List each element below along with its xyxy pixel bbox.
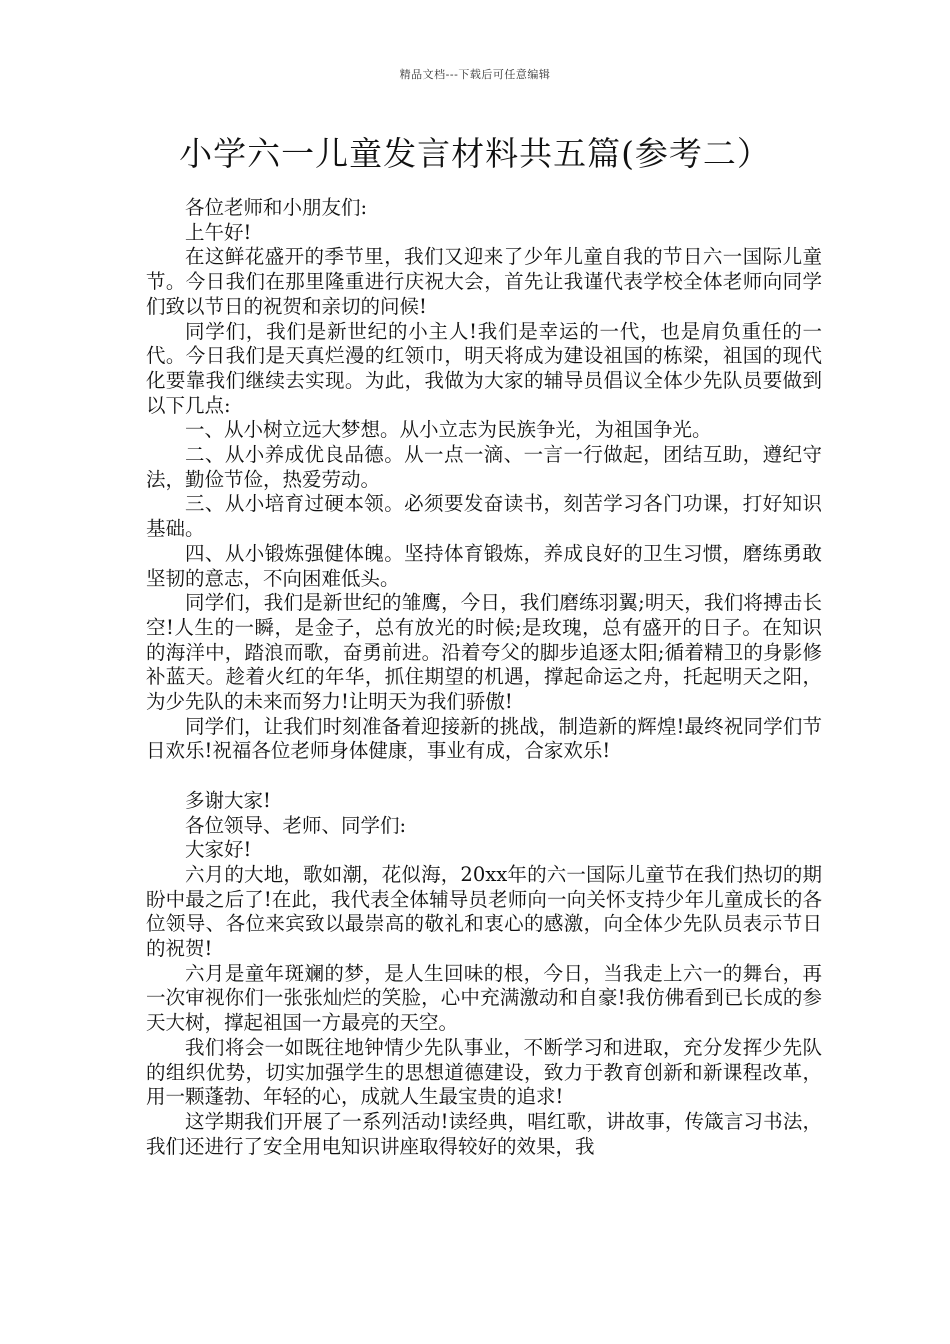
paragraph: 同学们，我们是新世纪的雏鹰，今日，我们磨练羽翼;明天，我们将搏击长空!人生的一瞬，是金子，总有放光的时候;是玫瑰，总有盛开的日子。在知识的海洋中，踏浪而歌，奋勇前进。沿着夸父的脚步追逐太阳;循着精卫的身影修补蓝天。趁着火红的年华，抓住期望的机遇，撑起命运之舟，托起明天之阳，为少先队的未来而努力!让明天为我们骄傲! [146, 591, 822, 714]
paragraph: 四、从小锻炼强健体魄。坚持体育锻炼，养成良好的卫生习惯，磨练勇敢坚韧的意志，不向困难低头。 [146, 541, 822, 590]
paragraph: 六月的大地，歌如潮，花似海，20xx年的六一国际儿童节在我们热切的期盼中最之后了!在此，我代表全体辅导员老师向一向关怀支持少年儿童成长的各位领导、各位来宾致以最崇高的敬礼和衷心的感激，向全体少先队员表示节日的祝贺! [146, 862, 822, 961]
paragraph: 大家好! [185, 838, 252, 862]
paragraph: 在这鲜花盛开的季节里，我们又迎来了少年儿童自我的节日六一国际儿童节。今日我们在那里隆重进行庆祝大会，首先让我谨代表学校全体老师向同学们致以节日的祝贺和亲切的问候! [146, 245, 822, 318]
paragraph: 二、从小养成优良品德。从一点一滴、一言一行做起，团结互助，遵纪守法，勤俭节俭，热爱劳动。 [146, 443, 822, 491]
paragraph: 同学们，我们是新世纪的小主人!我们是幸运的一代，也是肩负重任的一代。今日我们是天真烂漫的红领巾，明天将成为建设祖国的栋梁，祖国的现代化要靠我们继续去实现。为此，我做为大家的辅导员倡议全体少先队员要做到以下几点: [146, 319, 822, 417]
document-body [146, 196, 822, 1159]
paragraph: 各位领导、老师、同学们: [185, 813, 407, 837]
paragraph: 这学期我们开展了一系列活动!读经典，唱红歌，讲故事，传箴言习书法，我们还进行了安全用电知识讲座取得较好的效果，我 [146, 1110, 822, 1158]
header-note: 精品文档---下载后可任意编辑 [399, 68, 551, 81]
paragraph: 六月是童年斑斓的梦，是人生回味的根，今日，当我走上六一的舞台，再一次审视你们一张张灿烂的笑脸，心中充满激动和自豪!我仿佛看到已长成的参天大树，撑起祖国一方最亮的天空。 [146, 961, 822, 1035]
paragraph: 上午好! [185, 220, 252, 244]
paragraph: 同学们，让我们时刻准备着迎接新的挑战，制造新的辉煌!最终祝同学们节日欢乐!祝福各位老师身体健康，事业有成，合家欢乐! [146, 714, 822, 763]
document-title: 小学六一儿童发言材料共五篇(参考二） [179, 134, 771, 173]
paragraph: 一、从小树立远大梦想。从小立志为民族争光，为祖国争光。 [185, 418, 712, 442]
paragraph: 三、从小培育过硬本领。必须要发奋读书，刻苦学习各门功课，打好知识基础。 [146, 492, 822, 541]
paragraph: 多谢大家! [185, 788, 271, 812]
paragraph: 各位老师和小朋友们: [185, 196, 368, 219]
paragraph: 我们将会一如既往地钟情少先队事业，不断学习和进取，充分发挥少先队的组织优势，切实加强学生的思想道德建设，致力于教育创新和新课程改革，用一颗蓬勃、年轻的心，成就人生最宝贵的追求! [146, 1035, 822, 1109]
blank-line [146, 764, 822, 789]
